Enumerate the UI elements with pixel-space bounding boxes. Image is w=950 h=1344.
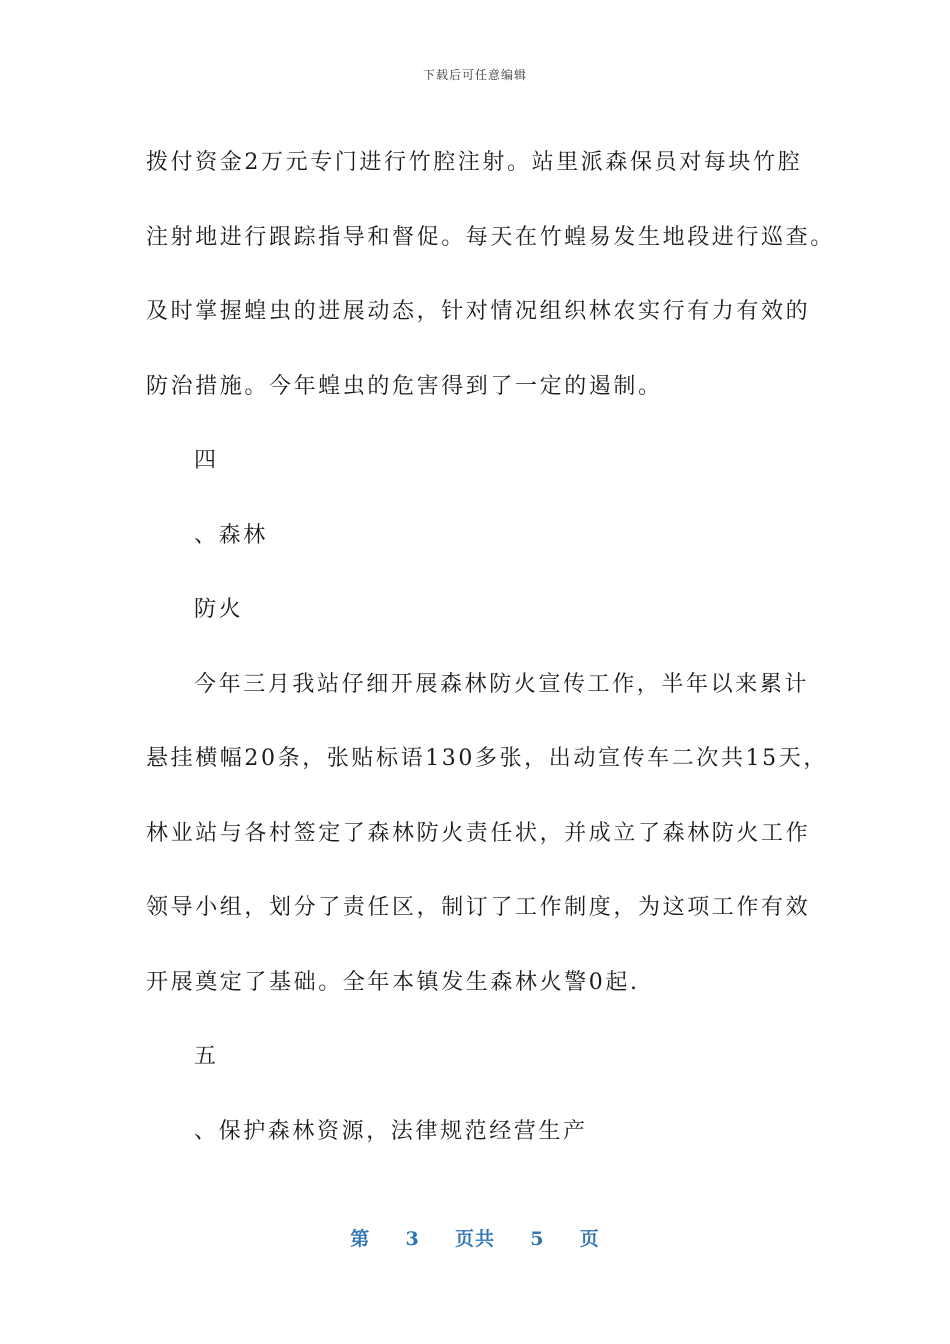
section-heading-part: 、保护森林资源，法律规范经营生产	[194, 1118, 588, 1144]
footer-middle: 页共	[454, 1228, 495, 1250]
section-heading-part: 、森林	[194, 522, 268, 548]
section-heading-number: 五	[194, 1044, 219, 1069]
paragraph-line: 领导小组，划分了责任区，制订了工作制度，为这项工作有效	[146, 895, 811, 920]
current-page-number: 3	[405, 1228, 420, 1250]
page-header: 下载后可任意编辑	[422, 68, 527, 82]
section-heading-number: 四	[194, 448, 219, 473]
paragraph-line: 开展奠定了基础。全年本镇发生森林火警0起.	[146, 969, 640, 995]
page-footer	[0, 1224, 950, 1251]
paragraph-line: 及时掌握蝗虫的进展动态，针对情况组织林农实行有力有效的	[146, 299, 811, 324]
paragraph-line: 防治措施。今年蝗虫的危害得到了一定的遏制。	[146, 373, 663, 399]
paragraph-line: 林业站与各村签定了森林防火责任状，并成立了森林防火工作	[146, 820, 811, 846]
document-body	[146, 126, 835, 1169]
paragraph-line: 拨付资金2万元专门进行竹腔注射。站里派森保员对每块竹腔	[146, 150, 803, 175]
paragraph-line: 悬挂横幅20条，张贴标语130多张，出动宣传车二次共15天，	[146, 746, 828, 771]
footer-prefix: 第	[350, 1228, 371, 1250]
footer-suffix: 页	[579, 1228, 600, 1250]
section-heading-part: 防火	[194, 597, 244, 622]
total-pages-number: 5	[530, 1228, 545, 1250]
paragraph-line: 注射地进行跟踪指导和督促。每天在竹蝗易发生地段进行巡查。	[146, 224, 835, 250]
paragraph-line: 今年三月我站仔细开展森林防火宣传工作，半年以来累计	[194, 671, 810, 697]
